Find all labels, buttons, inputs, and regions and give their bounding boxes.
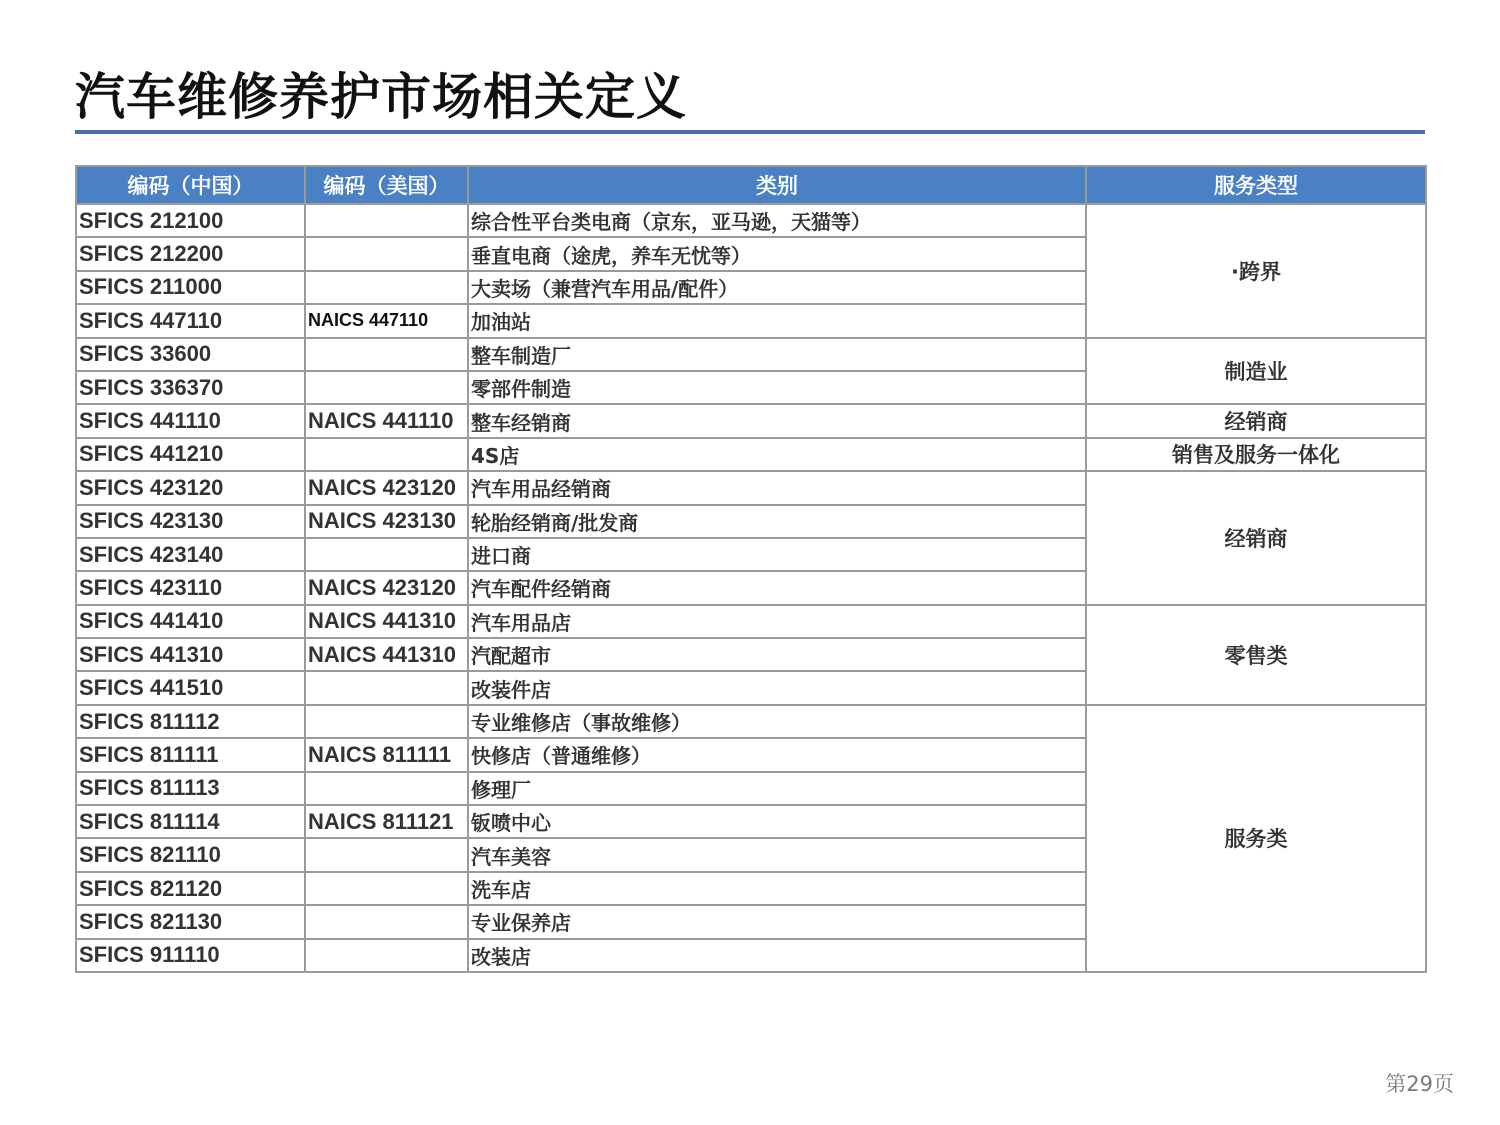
category-cell: 汽车美容 — [468, 838, 1086, 871]
service-type-cell: 零售类 — [1086, 605, 1426, 705]
page-title: 汽车维修养护市场相关定义 — [75, 68, 687, 126]
code-china-cell: SFICS 423110 — [76, 571, 305, 604]
code-usa-cell: NAICS 423130 — [305, 505, 468, 538]
header-code-usa: 编码（美国） — [305, 166, 468, 204]
table-row — [76, 705, 1426, 738]
code-china-cell: SFICS 811112 — [76, 705, 305, 738]
category-cell: 进口商 — [468, 538, 1086, 571]
code-china-cell: SFICS 423120 — [76, 471, 305, 504]
definitions-table — [75, 165, 1427, 973]
category-cell: 专业维修店（事故维修） — [468, 705, 1086, 738]
category-cell: 综合性平台类电商（京东，亚马逊，天猫等） — [468, 204, 1086, 237]
category-cell: 汽车用品经销商 — [468, 471, 1086, 504]
code-usa-cell — [305, 772, 468, 805]
table-row — [76, 338, 1426, 371]
table-row — [76, 404, 1426, 437]
code-usa-cell — [305, 939, 468, 972]
code-usa-cell: NAICS 811121 — [305, 805, 468, 838]
code-usa-cell — [305, 671, 468, 704]
code-china-cell: SFICS 423140 — [76, 538, 305, 571]
table-row — [76, 605, 1426, 638]
code-usa-cell — [305, 538, 468, 571]
code-usa-cell: NAICS 441310 — [305, 605, 468, 638]
code-usa-cell — [305, 237, 468, 270]
code-usa-cell: NAICS 447110 — [305, 304, 468, 337]
code-china-cell: SFICS 336370 — [76, 371, 305, 404]
category-cell: 洗车店 — [468, 872, 1086, 905]
category-cell: 改装店 — [468, 939, 1086, 972]
code-china-cell: SFICS 423130 — [76, 505, 305, 538]
code-china-cell: SFICS 441110 — [76, 404, 305, 437]
code-china-cell: SFICS 33600 — [76, 338, 305, 371]
code-china-cell: SFICS 441310 — [76, 638, 305, 671]
service-type-cell: 经销商 — [1086, 404, 1426, 437]
table-row — [76, 204, 1426, 237]
service-type-cell: ·跨界 — [1086, 204, 1426, 338]
service-type-cell: 服务类 — [1086, 705, 1426, 972]
service-type-cell: 经销商 — [1086, 471, 1426, 605]
code-usa-cell — [305, 838, 468, 871]
code-china-cell: SFICS 441410 — [76, 605, 305, 638]
table-row — [76, 471, 1426, 504]
code-usa-cell — [305, 905, 468, 938]
code-china-cell: SFICS 212100 — [76, 204, 305, 237]
code-china-cell: SFICS 212200 — [76, 237, 305, 270]
code-china-cell: SFICS 211000 — [76, 271, 305, 304]
category-cell: 垂直电商（途虎，养车无忧等） — [468, 237, 1086, 270]
category-cell: 专业保养店 — [468, 905, 1086, 938]
code-china-cell: SFICS 821110 — [76, 838, 305, 871]
code-usa-cell — [305, 338, 468, 371]
code-china-cell: SFICS 811114 — [76, 805, 305, 838]
category-cell: 零部件制造 — [468, 371, 1086, 404]
code-china-cell: SFICS 811111 — [76, 738, 305, 771]
definitions-table-container — [75, 165, 1425, 973]
code-usa-cell — [305, 705, 468, 738]
category-cell: 整车制造厂 — [468, 338, 1086, 371]
code-china-cell: SFICS 821120 — [76, 872, 305, 905]
code-china-cell: SFICS 911110 — [76, 939, 305, 972]
page-number: 第29页 — [1385, 1072, 1454, 1096]
category-cell: 大卖场（兼营汽车用品/配件） — [468, 271, 1086, 304]
code-usa-cell — [305, 438, 468, 471]
code-usa-cell — [305, 371, 468, 404]
code-usa-cell: NAICS 423120 — [305, 471, 468, 504]
code-usa-cell: NAICS 441110 — [305, 404, 468, 437]
category-cell: 改装件店 — [468, 671, 1086, 704]
category-cell: 汽配超市 — [468, 638, 1086, 671]
category-cell: 轮胎经销商/批发商 — [468, 505, 1086, 538]
category-cell: 钣喷中心 — [468, 805, 1086, 838]
header-service-type: 服务类型 — [1086, 166, 1426, 204]
code-china-cell: SFICS 447110 — [76, 304, 305, 337]
code-china-cell: SFICS 441210 — [76, 438, 305, 471]
category-cell: 4S店 — [468, 438, 1086, 471]
category-cell: 修理厂 — [468, 772, 1086, 805]
code-usa-cell: NAICS 441310 — [305, 638, 468, 671]
category-cell: 整车经销商 — [468, 404, 1086, 437]
service-type-cell: 销售及服务一体化 — [1086, 438, 1426, 471]
code-usa-cell — [305, 872, 468, 905]
code-usa-cell — [305, 271, 468, 304]
code-usa-cell: NAICS 423120 — [305, 571, 468, 604]
category-cell: 加油站 — [468, 304, 1086, 337]
category-cell: 汽车配件经销商 — [468, 571, 1086, 604]
code-china-cell: SFICS 441510 — [76, 671, 305, 704]
service-type-cell: 制造业 — [1086, 338, 1426, 405]
header-category: 类别 — [468, 166, 1086, 204]
code-usa-cell: NAICS 811111 — [305, 738, 468, 771]
table-row — [76, 438, 1426, 471]
category-cell: 汽车用品店 — [468, 605, 1086, 638]
category-cell: 快修店（普通维修） — [468, 738, 1086, 771]
code-china-cell: SFICS 811113 — [76, 772, 305, 805]
table-header-row — [76, 166, 1426, 204]
title-divider — [75, 130, 1425, 134]
header-code-china: 编码（中国） — [76, 166, 305, 204]
code-china-cell: SFICS 821130 — [76, 905, 305, 938]
code-usa-cell — [305, 204, 468, 237]
